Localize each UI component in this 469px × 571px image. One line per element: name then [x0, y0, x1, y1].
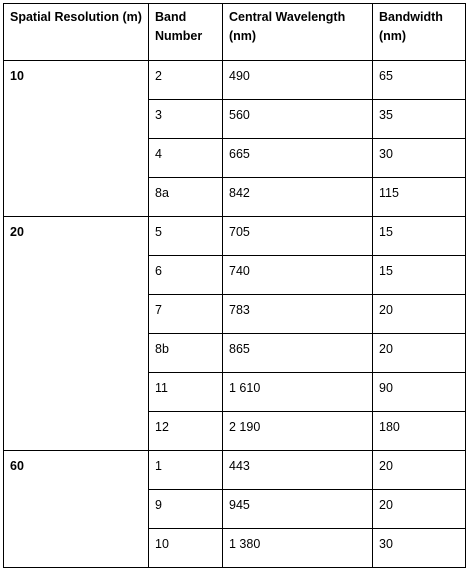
- wavelength-cell: 2 190: [223, 412, 373, 451]
- wavelength-cell: 783: [223, 295, 373, 334]
- bandwidth-cell: 35: [373, 100, 466, 139]
- band-cell: 2: [149, 61, 223, 100]
- resolution-cell: 60: [4, 451, 149, 568]
- bandwidth-cell: 115: [373, 178, 466, 217]
- bandwidth-cell: 20: [373, 490, 466, 529]
- band-cell: 12: [149, 412, 223, 451]
- band-cell: 8b: [149, 334, 223, 373]
- band-cell: 7: [149, 295, 223, 334]
- band-cell: 6: [149, 256, 223, 295]
- wavelength-cell: 740: [223, 256, 373, 295]
- band-cell: 8a: [149, 178, 223, 217]
- header-bandwidth: Bandwidth (nm): [373, 4, 466, 61]
- band-cell: 4: [149, 139, 223, 178]
- wavelength-cell: 665: [223, 139, 373, 178]
- resolution-cell: 10: [4, 61, 149, 217]
- wavelength-cell: 842: [223, 178, 373, 217]
- band-cell: 10: [149, 529, 223, 568]
- wavelength-cell: 705: [223, 217, 373, 256]
- header-band-number: Band Number: [149, 4, 223, 61]
- table-row: [4, 217, 466, 256]
- bandwidth-cell: 30: [373, 529, 466, 568]
- table-row: [4, 61, 466, 100]
- band-table: [3, 3, 466, 568]
- bandwidth-cell: 20: [373, 295, 466, 334]
- bandwidth-cell: 20: [373, 451, 466, 490]
- header-central-wavelength: Central Wavelength (nm): [223, 4, 373, 61]
- header-row: [4, 4, 466, 61]
- wavelength-cell: 1 610: [223, 373, 373, 412]
- wavelength-cell: 1 380: [223, 529, 373, 568]
- band-cell: 5: [149, 217, 223, 256]
- bandwidth-cell: 15: [373, 256, 466, 295]
- wavelength-cell: 443: [223, 451, 373, 490]
- bandwidth-cell: 15: [373, 217, 466, 256]
- bandwidth-cell: 65: [373, 61, 466, 100]
- header-spatial-resolution: Spatial Resolution (m): [4, 4, 149, 61]
- resolution-cell: 20: [4, 217, 149, 451]
- band-cell: 1: [149, 451, 223, 490]
- band-cell: 3: [149, 100, 223, 139]
- bandwidth-cell: 30: [373, 139, 466, 178]
- wavelength-cell: 560: [223, 100, 373, 139]
- wavelength-cell: 490: [223, 61, 373, 100]
- wavelength-cell: 945: [223, 490, 373, 529]
- band-cell: 11: [149, 373, 223, 412]
- bandwidth-cell: 90: [373, 373, 466, 412]
- wavelength-cell: 865: [223, 334, 373, 373]
- bandwidth-cell: 180: [373, 412, 466, 451]
- bandwidth-cell: 20: [373, 334, 466, 373]
- band-cell: 9: [149, 490, 223, 529]
- table-row: [4, 451, 466, 490]
